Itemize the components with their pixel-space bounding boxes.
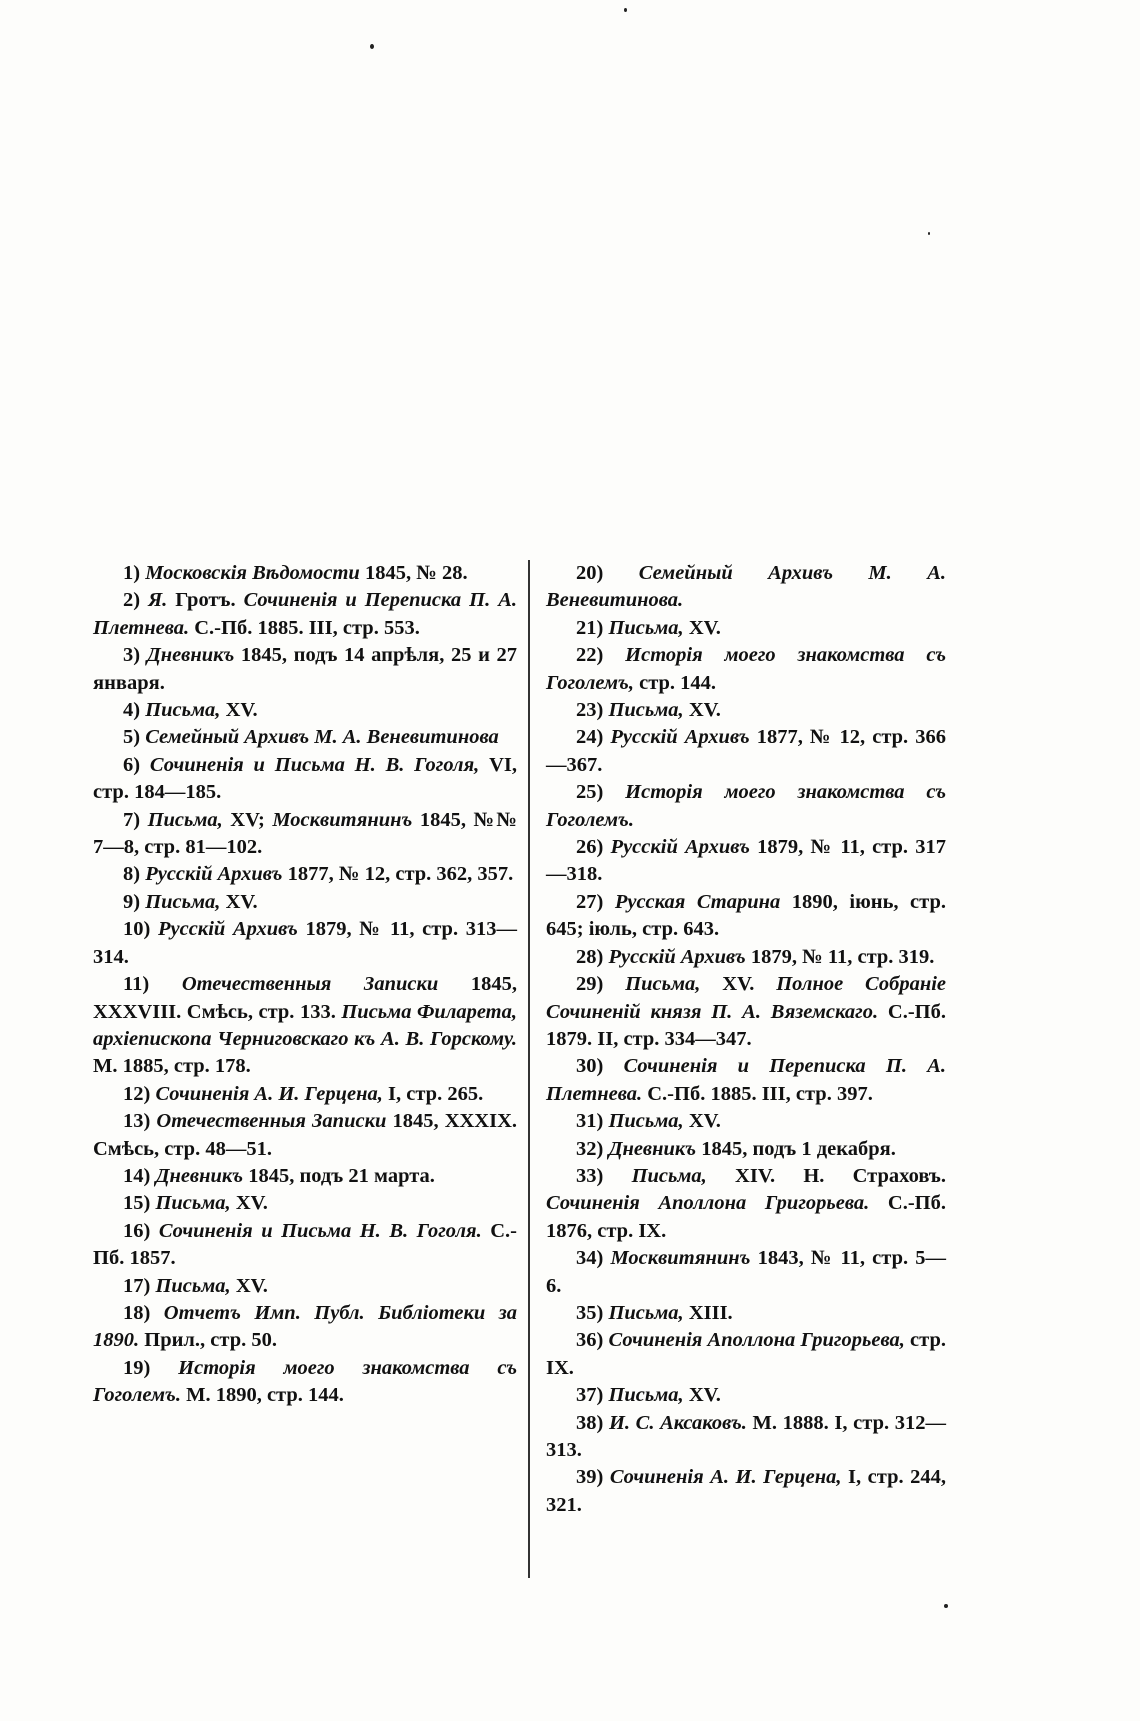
footnote-reference-text: XIII. <box>683 1301 733 1324</box>
footnote-title-text: Русскій Архивъ <box>610 836 750 859</box>
footnote-title-text: Письма, <box>608 1110 684 1133</box>
footnote-title-text: Московскія Вѣдомости <box>145 562 360 584</box>
footnote <box>93 1300 517 1355</box>
footnote-title-text: Сочиненія и Переписка П. А. Плетнева. <box>93 589 517 639</box>
footnote <box>93 889 517 916</box>
footnote-number: 6) <box>123 753 141 776</box>
footnote-reference-text: 1890, іюнь, стр. 645; іюль, стр. 643. <box>546 890 946 941</box>
footnote-title-text: Письма, <box>155 1274 231 1297</box>
footnote-title-text: Дневникъ <box>608 1137 697 1160</box>
footnote-number: 35) <box>576 1301 604 1324</box>
footnote-reference-text: 1879, № 11, стр. 313—314. <box>93 918 517 968</box>
footnote-title-text: Отечественныя Записки <box>181 973 439 996</box>
footnote <box>93 587 517 642</box>
footnote-title-text: Русская Старина <box>614 890 781 913</box>
footnote-title-text: Исторія моего знакомства съ Гоголемъ. <box>546 781 946 831</box>
footnote-title-text: Письма, <box>608 1301 684 1324</box>
footnote <box>546 1327 946 1382</box>
footnote-title-text: Письма, <box>147 808 223 831</box>
footnote-number: 24) <box>576 726 604 749</box>
footnote-number: 26) <box>576 836 604 859</box>
footnote-reference-text: XV. <box>700 973 777 996</box>
footnote <box>93 807 517 862</box>
footnote-reference-text: М. 1885, стр. 178. <box>93 1055 251 1078</box>
footnote <box>546 560 946 615</box>
footnote-number: 38) <box>576 1411 604 1434</box>
footnote-reference-text: Прил., стр. 50. <box>139 1329 277 1352</box>
footnote-reference-text: 1879, № 11, стр. 317—318. <box>546 836 946 886</box>
footnote-number: 17) <box>123 1274 151 1297</box>
footnote <box>546 1464 946 1519</box>
footnote-number: 9) <box>123 890 141 913</box>
footnote <box>546 642 946 697</box>
footnote-reference-text: 1845, подъ 21 марта. <box>243 1164 435 1187</box>
footnote-number: 14) <box>123 1164 151 1187</box>
footnote <box>93 861 517 888</box>
footnote <box>93 1218 517 1273</box>
scan-speck <box>928 232 930 235</box>
footnote <box>93 642 517 697</box>
scan-speck <box>370 44 374 49</box>
footnote-reference-text: VI, стр. 184—185. <box>93 753 517 804</box>
footnote-reference-text: М. 1888. I, стр. 312—313. <box>546 1411 946 1461</box>
footnote-number: 15) <box>123 1192 151 1215</box>
footnote-title-text: Сочиненія и Письма Н. В. Гоголя. <box>158 1219 482 1242</box>
footnote-number: 28) <box>576 945 604 968</box>
footnote <box>93 971 517 1081</box>
footnote-number: 7) <box>123 808 141 831</box>
footnote-title-text: Сочиненія и Переписка П. А. Плетнева. <box>546 1055 946 1105</box>
footnote-number: 8) <box>123 863 141 886</box>
footnotes-left-column <box>93 560 517 1410</box>
footnote-number: 11) <box>123 973 150 996</box>
footnote-number: 37) <box>576 1384 604 1407</box>
footnote-title-text: Я. <box>148 589 168 612</box>
footnote-title-text: Полное Собраніе Сочиненій князя П. А. Вяземскаго. <box>546 973 946 1023</box>
footnote-number: 22) <box>576 644 604 667</box>
footnote <box>546 615 946 642</box>
footnote <box>93 1163 517 1190</box>
footnote-title-text: Исторія моего знакомства съ Гоголемъ. <box>93 1356 517 1407</box>
footnote <box>93 1273 517 1300</box>
footnote-title-text: Москвитянинъ <box>272 808 413 831</box>
footnote <box>546 779 946 834</box>
footnote-number: 25) <box>576 781 604 804</box>
scan-speck <box>944 1604 948 1608</box>
footnote-number: 5) <box>123 726 141 749</box>
footnote-title-text: Исторія моего знакомства съ Гоголемъ, <box>546 644 946 694</box>
footnote-number: 27) <box>576 890 604 913</box>
footnote-reference-text: 1845, XXXVIII. Смѣсь, стр. 133. <box>93 973 518 1023</box>
footnote-reference-text: XV. <box>683 1110 721 1133</box>
footnote-reference-text: 1845, XXXIX. Смѣсь, стр. 48—51. <box>93 1110 518 1160</box>
footnote-title-text: Сочиненія Аполлона Григорьева, <box>608 1329 905 1352</box>
footnote-title-text: Отечественныя Записки <box>156 1110 387 1133</box>
footnote-title-text: Русскій Архивъ <box>608 945 746 968</box>
footnote <box>546 889 946 944</box>
footnote-reference-text: С.-Пб. 1879. II, стр. 334—347. <box>546 1000 946 1050</box>
footnote-number: 21) <box>576 616 604 639</box>
footnote-number: 4) <box>123 699 141 722</box>
footnote-number: 16) <box>123 1219 151 1242</box>
footnote <box>546 834 946 889</box>
footnote <box>546 1108 946 1135</box>
footnote-title-text: Сочиненія Аполлона Григорьева. <box>546 1192 870 1215</box>
footnote-number: 39) <box>576 1466 604 1489</box>
footnote-number: 20) <box>576 562 604 584</box>
footnote-reference-text: М. 1890, стр. 144. <box>180 1384 344 1407</box>
footnote-title-text: Москвитянинъ <box>610 1247 751 1270</box>
footnote-number: 32) <box>576 1137 604 1160</box>
scan-speck <box>624 8 627 12</box>
footnote-number: 33) <box>576 1164 604 1187</box>
footnote <box>546 1136 946 1163</box>
footnote <box>93 916 517 971</box>
footnote-title-text: Письма, <box>608 616 684 639</box>
footnotes-right-column <box>546 560 946 1519</box>
footnote-reference-text: стр. IX. <box>546 1329 946 1379</box>
footnote-reference-text: С.-Пб. 1876, стр. IX. <box>546 1192 946 1242</box>
footnote-reference-text: 1877, № 12, стр. 362, 357. <box>282 863 514 886</box>
footnote <box>546 971 946 1053</box>
footnote-reference-text: С.-Пб. 1885. III, стр. 397. <box>642 1082 873 1105</box>
footnote-title-text: Сочиненія А. И. Герцена, <box>155 1082 383 1105</box>
footnote-title-text: Письма, <box>155 1192 231 1215</box>
footnote-title-text: Письма Филарета, архіепископа Черниговскаго къ А. В. Горскому. <box>93 1000 517 1050</box>
footnote <box>93 1108 517 1163</box>
footnote-title-text: Семейный Архивъ М. А. Веневитинова. <box>546 562 946 612</box>
footnote-reference-text: 1845, подъ 14 апрѣля, 25 и 27 января. <box>93 644 517 694</box>
footnote-reference-text: XV. <box>220 890 258 913</box>
footnote-reference-text: XV. <box>683 1384 721 1407</box>
column-divider <box>528 560 530 1578</box>
footnote-number: 34) <box>576 1247 604 1270</box>
footnote-title-text: Дневникъ <box>146 644 235 667</box>
footnote <box>546 1382 946 1409</box>
footnote-reference-text: 1877, № 12, стр. 366—367. <box>546 726 946 776</box>
footnote-title-text: Письма, <box>608 699 684 722</box>
footnote-reference-text: 1843, № 11, стр. 5—6. <box>546 1247 947 1297</box>
footnote-reference-text: С.-Пб. 1857. <box>93 1219 518 1270</box>
footnote <box>93 1190 517 1217</box>
footnote-number: 3) <box>123 644 141 667</box>
footnote <box>546 697 946 724</box>
footnote-title-text: Русскій Архивъ <box>610 726 750 749</box>
footnote-title-text: Письма, <box>608 1384 684 1407</box>
footnote-number: 31) <box>576 1110 604 1133</box>
footnote-reference-text: 1845, подъ 1 декабря. <box>696 1137 896 1160</box>
footnote <box>546 944 946 971</box>
footnote-reference-text: XIV. Н. Страховъ. <box>706 1164 946 1187</box>
footnote-title-text: И. С. Аксаковъ. <box>608 1411 747 1434</box>
footnote-reference-text: 1845, №№ 7—8, стр. 81—102. <box>93 808 518 859</box>
footnote-reference-text: 1845, № 28. <box>359 562 468 584</box>
footnote-title-text: Письма, <box>145 699 221 722</box>
footnote <box>546 724 946 779</box>
footnote-title-text: Сочиненія и Письма Н. В. Гоголя, <box>149 753 480 776</box>
footnote-number: 19) <box>123 1356 151 1379</box>
footnote-reference-text: С.-Пб. 1885. III, стр. 553. <box>189 616 420 639</box>
footnote-number: 13) <box>123 1110 151 1133</box>
footnote <box>93 1355 517 1410</box>
footnote-reference-text: XV; <box>222 808 273 831</box>
footnote-title-text: Сочиненія А. И. Герцена, <box>609 1466 842 1489</box>
footnote-title-text: Отчетъ Имп. Публ. Библіотеки за 1890. <box>93 1301 518 1352</box>
footnote-number: 1) <box>123 562 141 584</box>
footnote-title-text: Русскій Архивъ <box>157 918 298 941</box>
footnote <box>93 1081 517 1108</box>
footnote-title-text: Семейный Архивъ М. А. Веневитинова <box>145 726 499 749</box>
footnote-title-text: Дневникъ <box>155 1164 244 1187</box>
footnote <box>546 1053 946 1108</box>
footnote-reference-text: стр. 144. <box>633 671 717 694</box>
footnote-number: 12) <box>123 1082 151 1105</box>
footnote-reference-text: XV. <box>230 1192 268 1215</box>
footnote-number: 2) <box>123 589 141 612</box>
footnote <box>546 1245 946 1300</box>
footnote-title-text: Письма, <box>631 1164 707 1187</box>
footnote-number: 23) <box>576 699 604 722</box>
footnote <box>93 697 517 724</box>
footnote-number: 29) <box>576 973 604 996</box>
footnote <box>546 1163 946 1245</box>
footnote <box>93 752 517 807</box>
footnote <box>546 1410 946 1465</box>
footnote-number: 36) <box>576 1329 604 1352</box>
footnote <box>93 724 517 751</box>
footnote-title-text: Письма, <box>625 973 701 996</box>
footnote-number: 18) <box>123 1301 151 1324</box>
footnote <box>93 560 517 587</box>
footnote-reference-text: XV. <box>220 699 258 722</box>
footnote-number: 10) <box>123 918 151 941</box>
footnote-reference-text: XV. <box>683 616 721 639</box>
footnote-reference-text: Гротъ. <box>167 589 244 612</box>
footnote-reference-text: 1879, № 11, стр. 319. <box>745 945 935 968</box>
footnote-reference-text: XV. <box>230 1274 268 1297</box>
footnote-reference-text: I, стр. 244, 321. <box>546 1466 946 1516</box>
footnote-reference-text: XV. <box>683 699 721 722</box>
footnote-reference-text: I, стр. 265. <box>382 1082 484 1105</box>
footnote-title-text: Письма, <box>145 890 221 913</box>
footnote <box>546 1300 946 1327</box>
footnote-number: 30) <box>576 1055 604 1078</box>
footnote-title-text: Русскій Архивъ <box>145 863 283 886</box>
